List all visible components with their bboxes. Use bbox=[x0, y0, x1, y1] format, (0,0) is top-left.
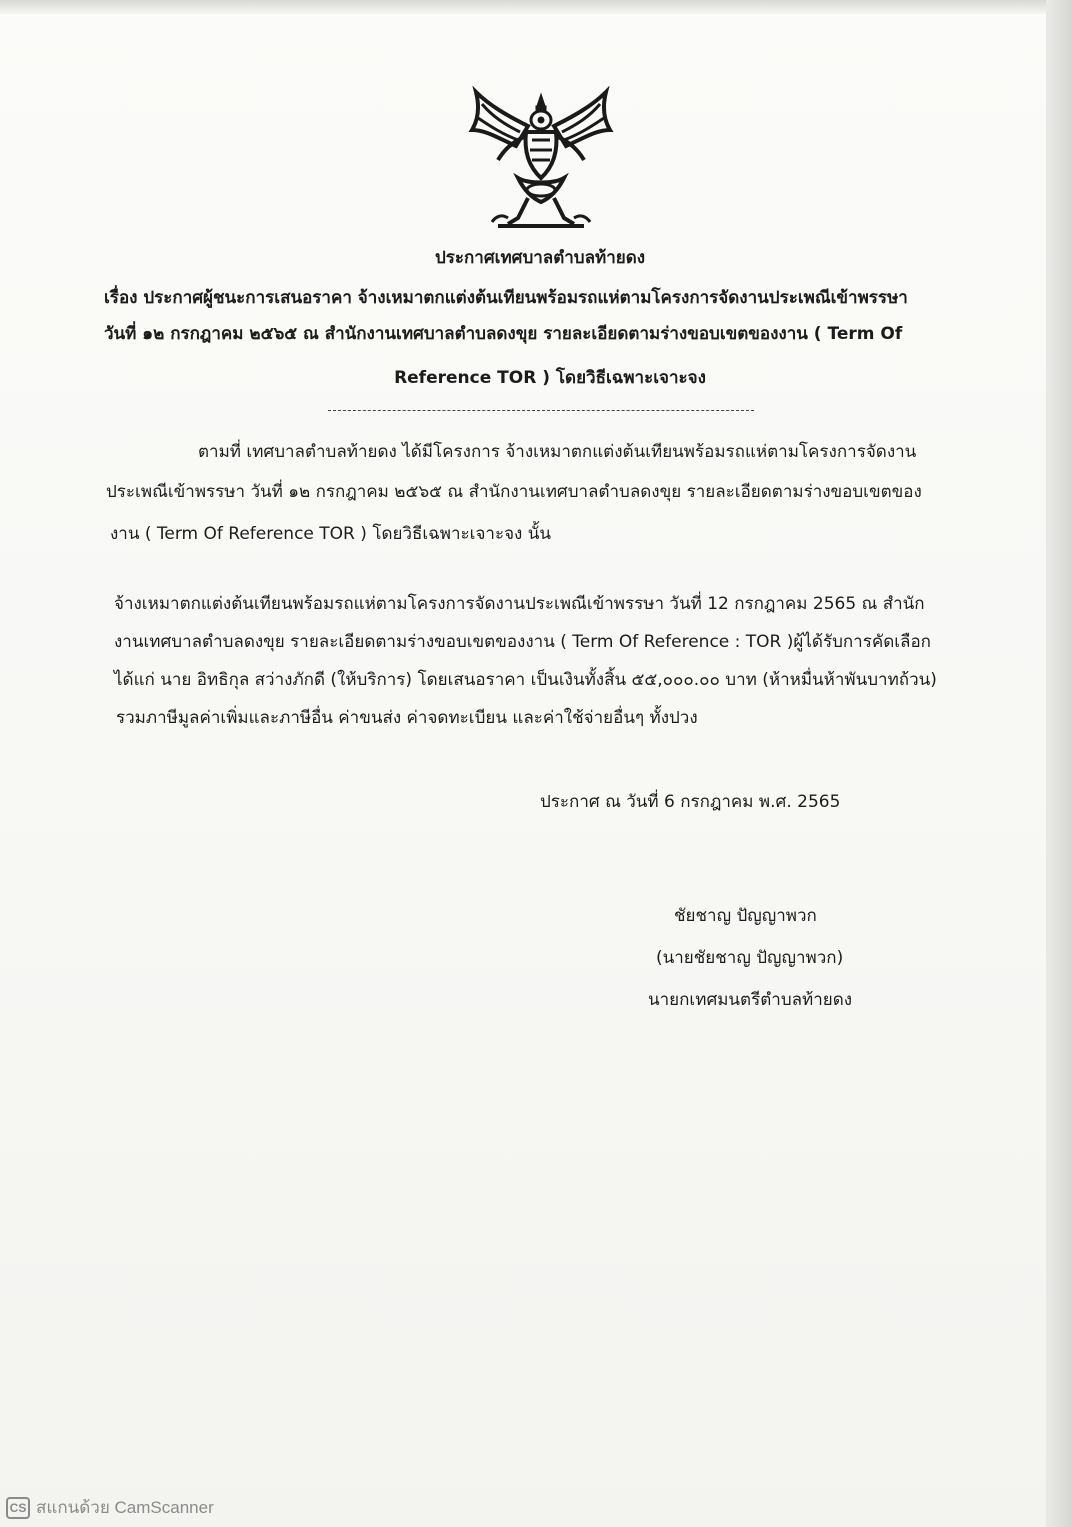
paragraph-line: งานเทศบาลตำบลดงขุย รายละเอียดตามร่างขอบเขตของงาน ( Term Of Reference : TOR )ผู้ได้รับการคัดเลือก bbox=[114, 632, 931, 652]
agency-title: ประกาศเทศบาลตำบลท้ายดง bbox=[434, 248, 646, 268]
signer-position: นายกเทศมนตรีตำบลท้ายดง bbox=[648, 990, 853, 1010]
paragraph-line: จ้างเหมาตกแต่งต้นเทียนพร้อมรถแห่ตามโครงการจัดงานประเพณีเข้าพรรษา วันที่ 12 กรกฎาคม 2565 ณ สำนัก bbox=[114, 594, 925, 614]
page-right-edge bbox=[1046, 0, 1072, 1527]
subject-line: เรื่อง ประกาศผู้ชนะการเสนอราคา จ้างเหมาตกแต่งต้นเทียนพร้อมรถแห่ตามโครงการจัดงานประเพณีเข้าพรรษา bbox=[104, 288, 908, 308]
paragraph-line: ตามที่ เทศบาลตำบลท้ายดง ได้มีโครงการ จ้างเหมาตกแต่งต้นเทียนพร้อมรถแห่ตามโครงการจัดงาน bbox=[198, 442, 917, 462]
paragraph-line: รวมภาษีมูลค่าเพิ่มและภาษีอื่น ค่าขนส่ง ค่าจดทะเบียน และค่าใช้จ่ายอื่นๆ ทั้งปวง bbox=[116, 708, 698, 728]
subject-line: วันที่ ๑๒ กรกฎาคม ๒๕๖๕ ณ สำนักงานเทศบาลตำบลดงขุย รายละเอียดตามร่างขอบเขตของงาน ( Term Of bbox=[104, 324, 903, 344]
camscanner-logo-icon: CS bbox=[6, 1497, 30, 1519]
signer-signature: ชัยชาญ ปัญญาพวก bbox=[674, 906, 817, 926]
page-top-edge bbox=[0, 0, 1072, 14]
paragraph-line: ได้แก่ นาย อิทธิกุล สว่างภักดี (ให้บริการ) โดยเสนอราคา เป็นเงินทั้งสิ้น ๕๕,๐๐๐.๐๐ บาท (ห้าหมื่นห้าพันบาทถ้วน) bbox=[114, 670, 937, 690]
separator-line bbox=[328, 410, 754, 411]
garuda-emblem-icon bbox=[468, 86, 614, 232]
announce-date: ประกาศ ณ วันที่ 6 กรกฎาคม พ.ศ. 2565 bbox=[540, 792, 841, 812]
subject-line: Reference TOR ) โดยวิธีเฉพาะเจาะจง bbox=[394, 368, 706, 388]
signer-printed-name: (นายชัยชาญ ปัญญาพวก) bbox=[656, 948, 844, 968]
camscanner-label: สแกนด้วย CamScanner bbox=[36, 1498, 214, 1517]
camscanner-watermark bbox=[6, 1494, 214, 1521]
paragraph-line: ประเพณีเข้าพรรษา วันที่ ๑๒ กรกฎาคม ๒๕๖๕ ณ สำนักงานเทศบาลตำบลดงขุย รายละเอียดตามร่างขอบเขตของ bbox=[106, 482, 922, 502]
paragraph-line: งาน ( Term Of Reference TOR ) โดยวิธีเฉพาะเจาะจง นั้น bbox=[110, 524, 551, 544]
